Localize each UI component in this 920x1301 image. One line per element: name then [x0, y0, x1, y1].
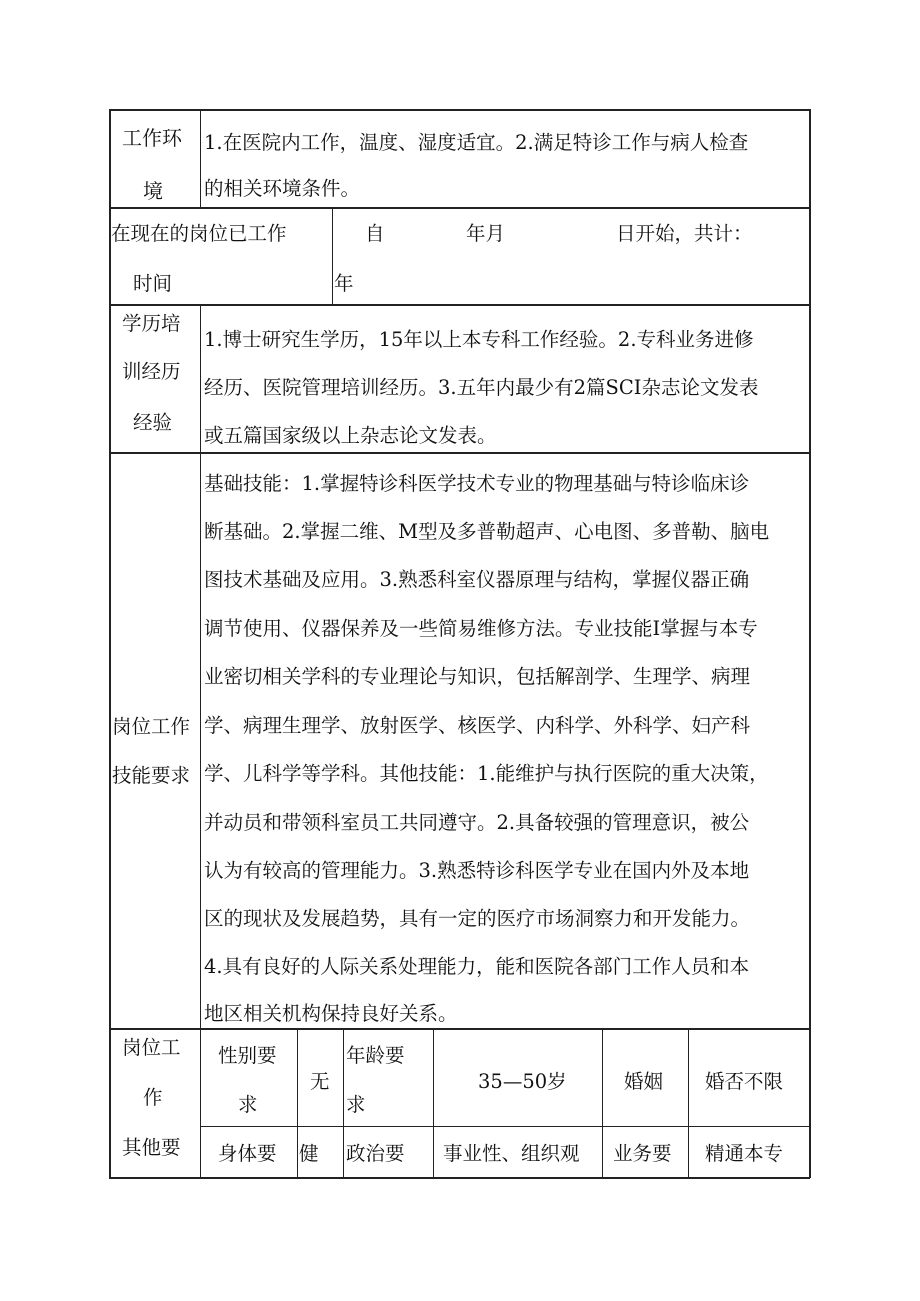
- column-divider: [688, 1028, 689, 1178]
- gender-label-line: 求: [238, 1093, 258, 1116]
- row-divider: [109, 1028, 810, 1030]
- column-divider: [602, 1028, 603, 1178]
- education-label-line: 训经历: [122, 360, 181, 383]
- row-divider: [200, 1126, 810, 1127]
- row-divider: [109, 304, 810, 306]
- table-border-top: [109, 109, 810, 111]
- skills-content-line: 图技术基础及应用。3.熟悉科室仪器原理与结构，掌握仪器正确: [204, 568, 750, 591]
- table-border-bottom: [109, 1177, 810, 1179]
- table-border-left: [109, 109, 111, 1178]
- skills-content-line: 业密切相关学科的专业理论与知识，包括解剖学、生理学、病理: [204, 665, 751, 688]
- body-label: 身体要: [218, 1142, 277, 1165]
- marriage-value: 婚否不限: [705, 1070, 784, 1093]
- education-content-line: 1.博士研究生学历，15年以上本专科工作经验。2.专科业务进修: [204, 328, 754, 351]
- row-divider: [109, 207, 810, 209]
- business-label: 业务要: [613, 1142, 672, 1165]
- tenure-label-line: 在现在的岗位已工作: [111, 222, 287, 245]
- skills-content-line: 学、儿科学等学科。其他技能：1.能维护与执行医院的重大决策，: [204, 762, 769, 785]
- education-label-line: 学历培: [122, 312, 181, 335]
- skills-content-line: 4.具有良好的人际关系处理能力，能和医院各部门工作人员和本: [204, 955, 750, 978]
- column-divider: [200, 109, 201, 207]
- tenure-years: 年: [334, 272, 354, 295]
- column-divider: [332, 207, 333, 304]
- skills-content-line: 区的现状及发展趋势，具有一定的医疗市场洞察力和开发能力。: [204, 907, 751, 930]
- other-label-line: 岗位工: [122, 1036, 181, 1059]
- skills-label-line: 技能要求: [112, 764, 191, 787]
- tenure-year-month: 年月: [466, 222, 506, 245]
- env-label-line: 境: [143, 179, 163, 203]
- gender-value: 无: [310, 1070, 330, 1093]
- other-label-line: 作: [143, 1086, 163, 1109]
- body-value: 健: [299, 1142, 319, 1165]
- education-content-line: 经历、医院管理培训经历。3.五年内最少有2篇SCI杂志论文发表: [204, 376, 759, 399]
- skills-content-line: 断基础。2.掌握二维、M型及多普勒超声、心电图、多普勒、脑电: [204, 520, 770, 543]
- tenure-day-total: 日开始，共计：: [616, 222, 753, 245]
- gender-label-line: 性别要: [218, 1044, 277, 1067]
- env-label-line: 工作环: [122, 126, 182, 150]
- skills-content-line: 认为有较高的管理能力。3.熟悉特诊科医学专业在国内外及本地: [204, 859, 750, 882]
- politics-value: 事业性、组织观: [443, 1142, 580, 1165]
- age-label-line: 求: [346, 1093, 366, 1116]
- education-label-line: 经验: [133, 411, 173, 434]
- tenure-label-line: 时间: [133, 272, 173, 295]
- skills-content-line: 学、病理生理学、放射医学、核医学、内科学、外科学、妇产科: [204, 714, 751, 737]
- row-divider: [109, 452, 810, 454]
- skills-content-line: 并动员和带领科室员工共同遵守。2.具备较强的管理意识，被公: [204, 811, 750, 834]
- politics-label: 政治要: [346, 1142, 405, 1165]
- other-label-line: 其他要: [122, 1136, 181, 1159]
- business-value: 精通本专: [705, 1142, 784, 1165]
- tenure-from: 自: [365, 222, 385, 245]
- skills-content-line: 调节使用、仪器保养及一些简易维修方法。专业技能I掌握与本专: [204, 617, 758, 640]
- age-label-line: 年龄要: [346, 1044, 405, 1067]
- age-value: 35—50岁: [478, 1070, 567, 1093]
- skills-content-line: 基础技能：1.掌握特诊科医学技术专业的物理基础与特诊临床诊: [204, 472, 750, 495]
- table-border-right: [809, 109, 811, 1178]
- column-divider: [343, 1028, 344, 1178]
- education-content-line: 或五篇国家级以上杂志论文发表。: [204, 424, 497, 447]
- marriage-label: 婚姻: [624, 1070, 664, 1093]
- column-divider: [200, 304, 201, 1177]
- skills-label-line: 岗位工作: [112, 715, 191, 738]
- env-content-line: 的相关环境条件。: [204, 177, 361, 200]
- env-content-line: 1.在医院内工作，温度、湿度适宜。2.满足特诊工作与病人检查: [204, 131, 749, 154]
- skills-content-line: 地区相关机构保持良好关系。: [204, 1002, 458, 1025]
- column-divider: [297, 1028, 298, 1178]
- column-divider: [433, 1028, 434, 1178]
